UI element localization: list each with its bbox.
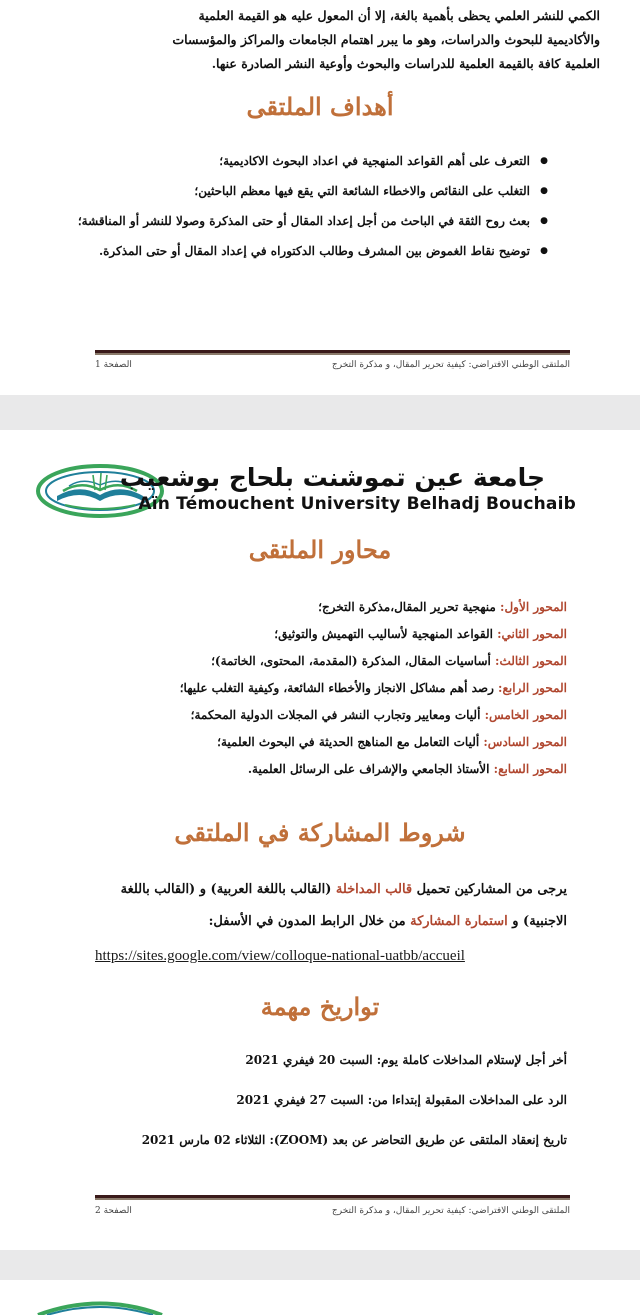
template-link-text[interactable]: قالب المداخلة	[335, 882, 413, 897]
goal-item: ● توضيح نقاط الغموض بين المشرف وطالب الدكتوراه في إعداد المقال أو حتى المذكرة.	[60, 236, 548, 266]
axis-text: أليات التعامل مع المناهج الحديثة في البحوث العلمية؛	[217, 735, 484, 749]
form-link-text[interactable]: استمارة المشاركة	[410, 914, 508, 929]
footer-title: الملتقى الوطني الافتراضي: كيفية تحرير المقال، و مذكرة التخرج	[331, 360, 570, 370]
goals-title: أهداف الملتقى	[246, 92, 394, 121]
conditions-paragraph	[92, 874, 567, 938]
registration-url-link[interactable]: https://sites.google.com/view/colloque-national-uatbb/accueil	[95, 948, 465, 964]
goal-item: ● بعث روح الثقة في الباحث من أجل إعداد المقال أو حتى المذكرة وصولا للنشر أو المناقشة؛	[60, 206, 548, 236]
goal-item: ● التغلب على النقائص والاخطاء الشائعة التي يقع فيها معظم الباحثين؛	[60, 176, 548, 206]
axis-item	[60, 729, 567, 756]
date-item	[60, 1080, 567, 1120]
axis-text: أليات ومعايير وتجارب النشر في المجلات الدولية المحكمة؛	[190, 708, 485, 722]
conditions-title: شروط المشاركة في الملتقى	[174, 818, 466, 847]
document-page-1	[0, 0, 640, 395]
logo-english-name: Aïn Témouchent University Belhadj Bouchaib	[138, 494, 576, 514]
goal-item: ● التعرف على أهم القواعد المنهجية في اعداد البحوث الاكاديمية؛	[60, 146, 548, 176]
axis-item	[60, 594, 567, 621]
page-number: الصفحة 1	[95, 360, 132, 370]
document-page-3-partial	[0, 1280, 640, 1315]
page-footer	[95, 1206, 570, 1222]
axis-item	[60, 648, 567, 675]
axis-text: الأستاذ الجامعي والإشراف على الرسائل العلمية.	[247, 762, 494, 776]
axes-list	[60, 594, 567, 783]
date-label: تاريخ إنعقاد الملتقى عن طريق التحاضر عن بعد (ZOOM):	[269, 1133, 567, 1147]
footer-divider	[95, 1195, 570, 1200]
date-item	[60, 1120, 567, 1160]
axes-title: محاور الملتقى	[248, 535, 392, 564]
intro-line: الكمي للنشر العلمي يحظى بأهمية بالغة، إلا أن المعول عليه هو القيمة العلمية	[198, 8, 600, 23]
axis-item	[60, 675, 567, 702]
axis-item	[60, 756, 567, 783]
logo-arabic-name: جامعة عين تموشنت بلحاج بوشعيب	[119, 463, 545, 492]
axis-label: المحور الثاني:	[497, 627, 567, 641]
date-value: السبت 27 فيفري 2021	[236, 1093, 368, 1107]
footer-divider	[95, 350, 570, 355]
intro-line: والأكاديمية للبحوث والدراسات، وهو ما يبرر اهتمام الجامعات والمراكز والمؤسسات	[172, 32, 600, 47]
university-logo	[30, 460, 590, 530]
axis-label: المحور الثالث:	[495, 654, 567, 668]
axis-text: القواعد المنهجية لأساليب التهميش والتوثيق؛	[274, 627, 498, 641]
book-emblem-icon	[35, 1300, 165, 1315]
page-number: الصفحة 2	[95, 1206, 132, 1216]
page-footer	[95, 360, 570, 376]
axis-text: منهجية تحرير المقال،مذكرة التخرج؛	[318, 600, 501, 614]
goals-list	[60, 146, 548, 266]
date-label: الرد على المداخلات المقبولة إبتداءا من:	[367, 1093, 567, 1107]
cond-text: (القالب باللغة العربية) و (القالب باللغة الاجنبية) و	[120, 882, 567, 929]
axis-item	[60, 702, 567, 729]
axis-item	[60, 621, 567, 648]
axis-text: أساسيات المقال، المذكرة (المقدمة، المحتوى، الخاتمة)؛	[211, 654, 496, 668]
cond-text: يرجى من المشاركين تحميل	[412, 882, 567, 897]
date-value: السبت 20 فيفري 2021	[245, 1053, 377, 1067]
dates-title: تواريخ مهمة	[260, 992, 380, 1021]
axis-text: رصد أهم مشاكل الانجاز والأخطاء الشائعة، وكيفية التغلب عليها؛	[179, 681, 499, 695]
cond-text: من خلال الرابط المدون في الأسفل:	[208, 914, 411, 929]
axis-label: المحور الأول:	[500, 600, 567, 614]
date-value: الثلاثاء 02 مارس 2021	[141, 1133, 270, 1147]
axis-label: المحور الرابع:	[498, 681, 567, 695]
intro-line: العلمية كافة بالقيمة العلمية للدراسات والبحوث وأوعية النشر الصادرة عنها.	[211, 56, 600, 71]
intro-paragraph	[90, 4, 600, 76]
axis-label: المحور السابع:	[493, 762, 567, 776]
document-page-2	[0, 430, 640, 1250]
date-item	[60, 1040, 567, 1080]
axis-label: المحور السادس:	[483, 735, 567, 749]
axis-label: المحور الخامس:	[484, 708, 567, 722]
footer-title: الملتقى الوطني الافتراضي: كيفية تحرير المقال، و مذكرة التخرج	[331, 1206, 570, 1216]
dates-list	[60, 1040, 567, 1160]
date-label: أخر أجل لإستلام المداخلات كاملة يوم:	[376, 1053, 567, 1067]
